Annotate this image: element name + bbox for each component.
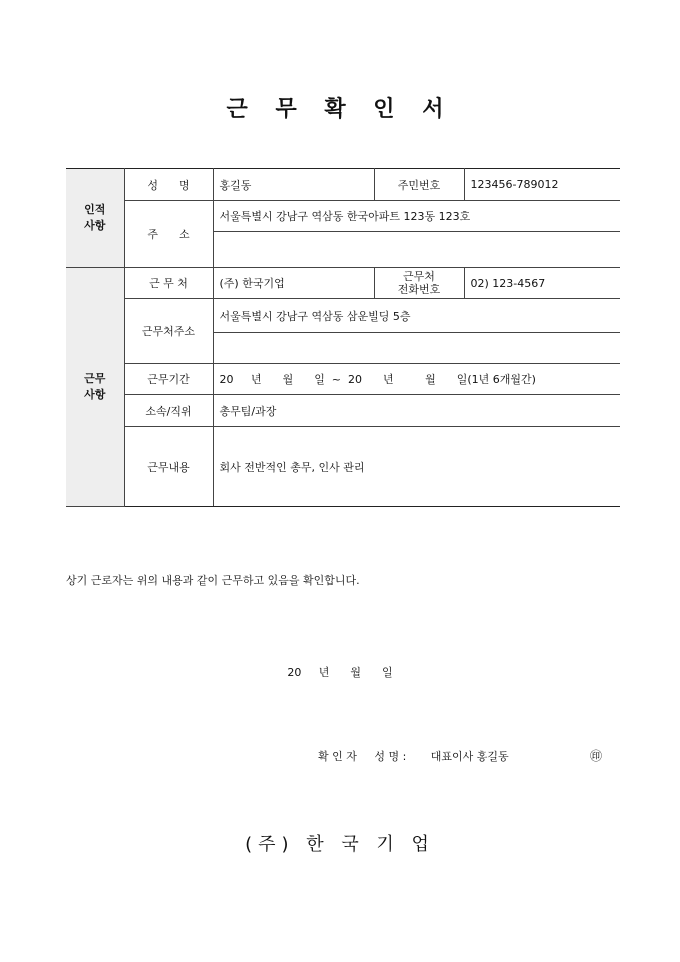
- table-row: [66, 299, 620, 333]
- position-label: 소속/직위: [124, 395, 213, 427]
- document-title: 근 무 확 인 서: [226, 97, 454, 122]
- table-row: [66, 364, 620, 395]
- table-row: [66, 201, 620, 232]
- table-row: [66, 268, 620, 299]
- table-row: [66, 427, 620, 507]
- workplace-value: (주) 한국기업: [213, 268, 374, 299]
- work-address-label: 근무처주소: [124, 299, 213, 364]
- period-label: 근무기간: [124, 364, 213, 395]
- issue-date: 20 년 월 일: [287, 666, 393, 679]
- position-value: 총무팀/과장: [213, 395, 620, 427]
- work-address-line-2: [213, 333, 620, 364]
- seal-icon: ㊞: [590, 749, 603, 763]
- workplace-phone-value: 02) 123-4567: [464, 268, 620, 299]
- company-name: (주) 한 국 기 업: [245, 834, 435, 855]
- workplace-label: 근 무 처: [124, 268, 213, 299]
- name-label: 성 명: [124, 169, 213, 201]
- id-value: 123456-789012: [464, 169, 620, 201]
- id-label: 주민번호: [374, 169, 464, 201]
- confirmation-table: [66, 168, 620, 507]
- workplace-phone-label: 근무처 전화번호: [374, 268, 464, 299]
- address-line-2: [213, 232, 620, 268]
- confirmation-statement: 상기 근로자는 위의 내용과 같이 근무하고 있음을 확인합니다.: [66, 574, 360, 587]
- duty-label: 근무내용: [124, 427, 213, 507]
- personal-section-label: 인적 사항: [66, 169, 124, 268]
- table-row: [66, 395, 620, 427]
- work-address-line-1: 서울특별시 강남구 역삼동 삼운빌딩 5층: [213, 299, 620, 333]
- address-line-1: 서울특별시 강남구 역삼동 한국아파트 123동 123호: [213, 201, 620, 232]
- work-section-label: 근무 사항: [66, 268, 124, 507]
- duty-value: 회사 전반적인 총무, 인사 관리: [213, 427, 620, 507]
- address-label: 주 소: [124, 201, 213, 268]
- table-row: [66, 169, 620, 201]
- period-value: 20 년 월 일 ~ 20 년 월 일(1년 6개월간): [213, 364, 620, 395]
- signer-line: 확 인 자 성 명 : 대표이사 홍길동: [318, 750, 509, 763]
- name-value: 홍길동: [213, 169, 374, 201]
